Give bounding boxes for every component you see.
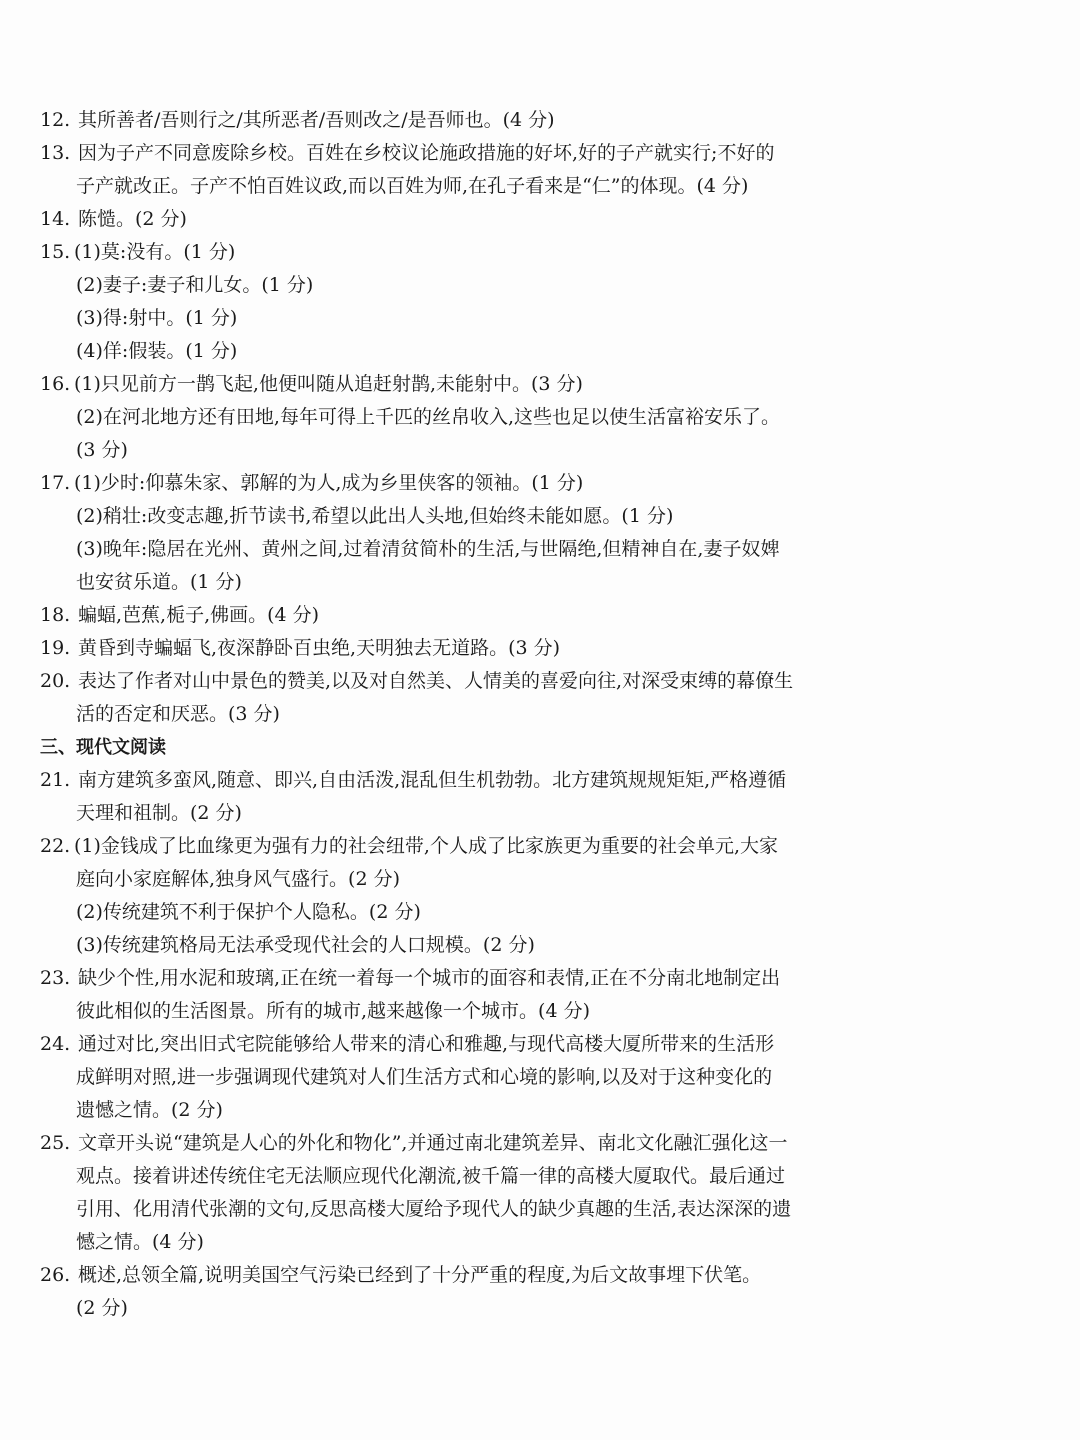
answer-18 bbox=[40, 599, 870, 632]
answer-number: 24. bbox=[40, 1033, 71, 1055]
answer-21-cont bbox=[40, 797, 870, 830]
answer-number: 21. bbox=[40, 769, 71, 791]
answer-13 bbox=[40, 137, 870, 170]
answer-text: 也安贫乐道。(1 分) bbox=[76, 571, 242, 593]
answer-text: 通过对比,突出旧式宅院能够给人带来的清心和雅趣,与现代高楼大厦所带来的生活形 bbox=[78, 1033, 775, 1055]
answer-text: 天理和祖制。(2 分) bbox=[76, 802, 242, 824]
answer-number: 22. bbox=[40, 835, 71, 857]
answer-number: 20. bbox=[40, 670, 71, 692]
answer-text: (2)妻子:妻子和儿女。(1 分) bbox=[76, 274, 314, 296]
answer-text: 子产就改正。子产不怕百姓议政,而以百姓为师,在孔子看来是“仁”的体现。(4 分) bbox=[76, 175, 749, 197]
answer-text: (3)得:射中。(1 分) bbox=[76, 307, 238, 329]
answer-number: 13. bbox=[40, 142, 71, 164]
answer-22 bbox=[40, 830, 870, 863]
answer-number: 23. bbox=[40, 967, 71, 989]
answer-25-cont2 bbox=[40, 1193, 870, 1226]
answer-24-cont bbox=[40, 1061, 870, 1094]
answer-text: (3 分) bbox=[76, 439, 128, 461]
answer-16-3 bbox=[40, 434, 870, 467]
section-title: 三、现代文阅读 bbox=[40, 737, 166, 758]
answer-text: (2)传统建筑不利于保护个人隐私。(2 分) bbox=[76, 901, 421, 923]
answer-text: 文章开头说“建筑是人心的外化和物化”,并通过南北建筑差异、南北文化融汇强化这一 bbox=[78, 1132, 788, 1154]
answer-number: 16. bbox=[40, 373, 71, 395]
answer-number: 26. bbox=[40, 1264, 71, 1286]
answer-15-2 bbox=[40, 269, 870, 302]
answer-text: 成鲜明对照,进一步强调现代建筑对人们生活方式和心境的影响,以及对于这种变化的 bbox=[76, 1066, 773, 1088]
answer-16 bbox=[40, 368, 870, 401]
answer-text: 引用、化用清代张潮的文句,反思高楼大厦给予现代人的缺少真趣的生活,表达深深的遗 bbox=[76, 1198, 792, 1220]
answer-23-cont bbox=[40, 995, 870, 1028]
answer-24 bbox=[40, 1028, 870, 1061]
answer-text: 庭向小家庭解体,独身风气盛行。(2 分) bbox=[76, 868, 400, 890]
answer-text: 陈慥。(2 分) bbox=[78, 208, 187, 230]
answer-text: 表达了作者对山中景色的赞美,以及对自然美、人情美的喜爱向往,对深受束缚的幕僚生 bbox=[78, 670, 794, 692]
answer-text: (3)晚年:隐居在光州、黄州之间,过着清贫简朴的生活,与世隔绝,但精神自在,妻子奴婢 bbox=[76, 538, 780, 560]
answer-15-3 bbox=[40, 302, 870, 335]
answer-text: (1)金钱成了比血缘更为强有力的社会纽带,个人成了比家族更为重要的社会单元,大家 bbox=[74, 835, 778, 857]
answer-number: 17. bbox=[40, 472, 71, 494]
answer-list bbox=[40, 104, 870, 1325]
answer-text: (1)莫:没有。(1 分) bbox=[74, 241, 236, 263]
answer-number: 15. bbox=[40, 241, 71, 263]
answer-text: 其所善者/吾则行之/其所恶者/吾则改之/是吾师也。(4 分) bbox=[78, 109, 555, 131]
answer-17-3 bbox=[40, 533, 870, 566]
answer-text: (1)只见前方一鹊飞起,他便叫随从追赶射鹊,未能射中。(3 分) bbox=[74, 373, 583, 395]
answer-22-2 bbox=[40, 896, 870, 929]
answer-text: (2)在河北地方还有田地,每年可得上千匹的丝帛收入,这些也足以使生活富裕安乐了。 bbox=[76, 406, 780, 428]
answer-text: 观点。接着讲述传统住宅无法顺应现代化潮流,被千篇一律的高楼大厦取代。最后通过 bbox=[76, 1165, 786, 1187]
answer-26 bbox=[40, 1259, 870, 1292]
answer-number: 12. bbox=[40, 109, 71, 131]
answer-text: 因为子产不同意废除乡校。百姓在乡校议论施政措施的好坏,好的子产就实行;不好的 bbox=[78, 142, 775, 164]
answer-24-cont2 bbox=[40, 1094, 870, 1127]
answer-26-cont bbox=[40, 1292, 870, 1325]
answer-number: 18. bbox=[40, 604, 71, 626]
answer-text: 南方建筑多蛮风,随意、即兴,自由活泼,混乱但生机勃勃。北方建筑规规矩矩,严格遵循 bbox=[78, 769, 787, 791]
answer-25-cont3 bbox=[40, 1226, 870, 1259]
answer-number: 19. bbox=[40, 637, 71, 659]
answer-text: 蝙蝠,芭蕉,栀子,佛画。(4 分) bbox=[78, 604, 320, 626]
answer-text: 憾之情。(4 分) bbox=[76, 1231, 204, 1253]
answer-text: (4)佯:假装。(1 分) bbox=[76, 340, 238, 362]
answer-text: 活的否定和厌恶。(3 分) bbox=[76, 703, 280, 725]
section-heading bbox=[40, 731, 870, 764]
answer-text: 彼此相似的生活图景。所有的城市,越来越像一个城市。(4 分) bbox=[76, 1000, 590, 1022]
answer-number: 14. bbox=[40, 208, 71, 230]
answer-number: 25. bbox=[40, 1132, 71, 1154]
answer-text: (3)传统建筑格局无法承受现代社会的人口规模。(2 分) bbox=[76, 934, 535, 956]
answer-17-4 bbox=[40, 566, 870, 599]
answer-12 bbox=[40, 104, 870, 137]
answer-25-cont bbox=[40, 1160, 870, 1193]
answer-20 bbox=[40, 665, 870, 698]
answer-21 bbox=[40, 764, 870, 797]
answer-23 bbox=[40, 962, 870, 995]
answer-15-4 bbox=[40, 335, 870, 368]
answer-17-2 bbox=[40, 500, 870, 533]
answer-19 bbox=[40, 632, 870, 665]
answer-17 bbox=[40, 467, 870, 500]
answer-16-2 bbox=[40, 401, 870, 434]
answer-text: (2 分) bbox=[76, 1297, 128, 1319]
answer-14 bbox=[40, 203, 870, 236]
answer-text: (2)稍壮:改变志趣,折节读书,希望以此出人头地,但始终未能如愿。(1 分) bbox=[76, 505, 674, 527]
answer-text: 遗憾之情。(2 分) bbox=[76, 1099, 223, 1121]
answer-text: 概述,总领全篇,说明美国空气污染已经到了十分严重的程度,为后文故事埋下伏笔。 bbox=[78, 1264, 762, 1286]
answer-text: (1)少时:仰慕朱家、郭解的为人,成为乡里侠客的领袖。(1 分) bbox=[74, 472, 584, 494]
answer-25 bbox=[40, 1127, 870, 1160]
answer-15 bbox=[40, 236, 870, 269]
answer-13-cont bbox=[40, 170, 870, 203]
answer-text: 黄昏到寺蝙蝠飞,夜深静卧百虫绝,天明独去无道路。(3 分) bbox=[78, 637, 561, 659]
answer-22-3 bbox=[40, 929, 870, 962]
answer-22-cont bbox=[40, 863, 870, 896]
answer-20-cont bbox=[40, 698, 870, 731]
answer-text: 缺少个性,用水泥和玻璃,正在统一着每一个城市的面容和表情,正在不分南北地制定出 bbox=[78, 967, 781, 989]
